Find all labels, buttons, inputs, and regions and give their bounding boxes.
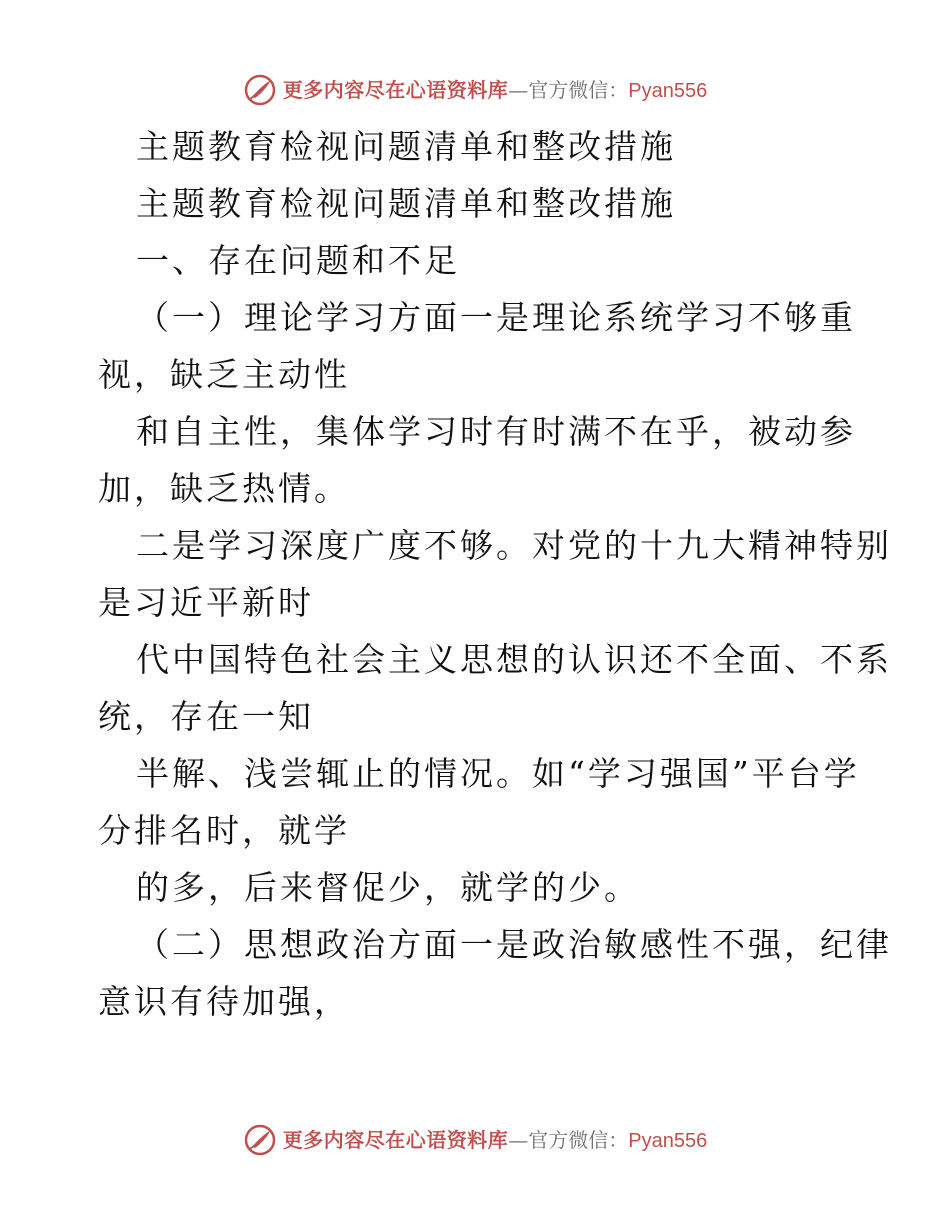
header-separator: — <box>508 77 529 102</box>
paragraph-line: 分排名时，就学 <box>98 811 350 850</box>
header-wechat-label: 官方微信： <box>528 77 629 102</box>
header-banner <box>0 70 950 110</box>
section-heading: 一、存在问题和不足 <box>136 241 460 280</box>
quill-pen-logo-icon <box>243 73 277 107</box>
footer-banner <box>0 1120 950 1160</box>
footer-banner-text <box>283 1120 707 1161</box>
paragraph-line: （二）思想政治方面一是政治敏感性不强，纪律 <box>136 925 892 964</box>
footer-separator: — <box>508 1127 529 1152</box>
doc-title-line: 主题教育检视问题清单和整改措施 <box>136 127 676 166</box>
paragraph-line: 意识有待加强， <box>98 982 350 1021</box>
paragraph-line: 加，缺乏热情。 <box>98 469 350 508</box>
footer-wechat-label: 官方微信： <box>528 1127 629 1152</box>
paragraph-line: （一）理论学习方面一是理论系统学习不够重 <box>136 298 856 337</box>
doc-title-line-repeat: 主题教育检视问题清单和整改措施 <box>136 184 676 223</box>
header-wechat-id: Pyan556 <box>628 79 708 102</box>
paragraph-line: 视，缺乏主动性 <box>98 355 350 394</box>
paragraph-line: 统，存在一知 <box>98 697 314 736</box>
document-body <box>98 118 892 1030</box>
quill-pen-logo-icon <box>243 1123 277 1157</box>
header-banner-text <box>283 70 707 111</box>
paragraph-line: 是习近平新时 <box>98 583 314 622</box>
paragraph-line: 二是学习深度广度不够。对党的十九大精神特别 <box>136 526 892 565</box>
paragraph-line: 的多，后来督促少，就学的少。 <box>136 868 640 907</box>
paragraph-line: 代中国特色社会主义思想的认识还不全面、不系 <box>136 640 892 679</box>
paragraph-line: 半解、浅尝辄止的情况。如“学习强国”平台学 <box>136 754 860 793</box>
footer-wechat-id: Pyan556 <box>628 1129 708 1152</box>
paragraph-line: 和自主性，集体学习时有时满不在乎，被动参 <box>136 412 856 451</box>
footer-slogan: 更多内容尽在心语资料库 <box>282 1127 509 1152</box>
header-slogan: 更多内容尽在心语资料库 <box>282 77 509 102</box>
